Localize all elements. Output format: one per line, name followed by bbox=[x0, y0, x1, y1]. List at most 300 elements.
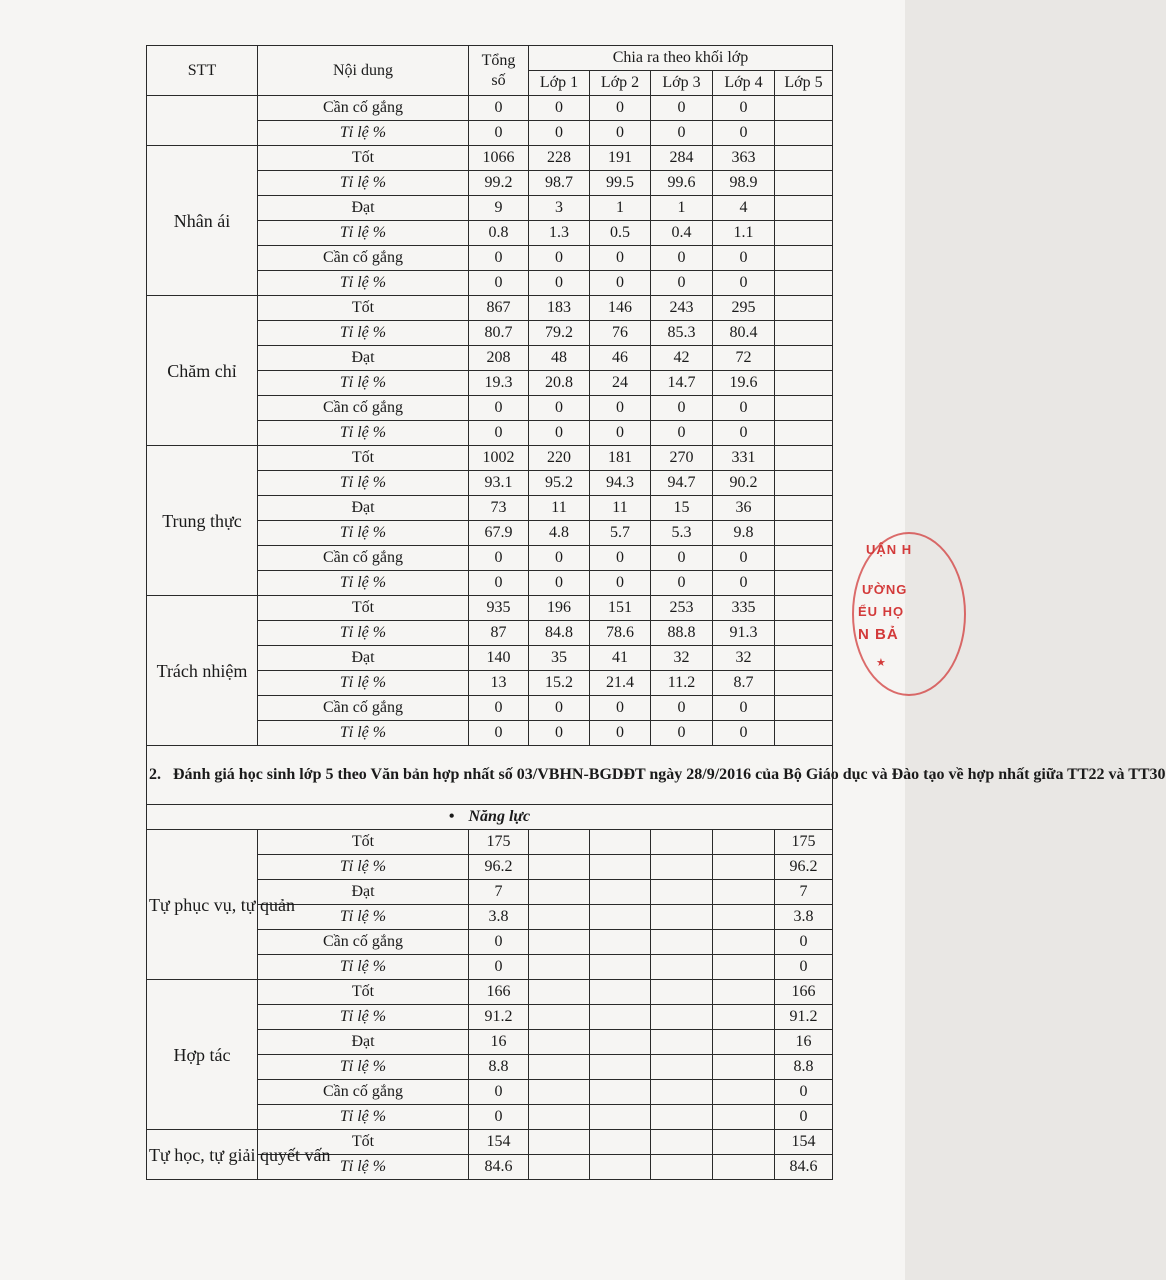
value-lop-4: 363 bbox=[713, 146, 775, 171]
value-lop-4 bbox=[713, 980, 775, 1005]
row-label: Cần cố gắng bbox=[258, 96, 469, 121]
value-lop-5 bbox=[775, 546, 833, 571]
value-lop-2: 0 bbox=[590, 96, 651, 121]
stamp-text-4: N BẢ bbox=[858, 626, 899, 643]
value-tong-so: 1002 bbox=[469, 446, 529, 471]
table-row bbox=[147, 1130, 833, 1155]
value-lop-1: 15.2 bbox=[529, 671, 590, 696]
row-label: Tỉ lệ % bbox=[258, 1105, 469, 1130]
value-lop-3: 88.8 bbox=[651, 621, 713, 646]
value-lop-1 bbox=[529, 1105, 590, 1130]
value-lop-1: 0 bbox=[529, 546, 590, 571]
value-lop-5: 84.6 bbox=[775, 1155, 833, 1180]
value-lop-1 bbox=[529, 905, 590, 930]
value-lop-4 bbox=[713, 1080, 775, 1105]
value-lop-1 bbox=[529, 980, 590, 1005]
value-lop-3: 32 bbox=[651, 646, 713, 671]
value-lop-1: 0 bbox=[529, 421, 590, 446]
row-label: Cần cố gắng bbox=[258, 396, 469, 421]
value-lop-4: 0 bbox=[713, 396, 775, 421]
value-lop-1 bbox=[529, 830, 590, 855]
value-lop-5 bbox=[775, 196, 833, 221]
value-lop-5: 8.8 bbox=[775, 1055, 833, 1080]
value-lop-5: 96.2 bbox=[775, 855, 833, 880]
value-lop-4: 335 bbox=[713, 596, 775, 621]
value-lop-1 bbox=[529, 1055, 590, 1080]
value-lop-1: 183 bbox=[529, 296, 590, 321]
table-row bbox=[147, 830, 833, 855]
row-label: Tỉ lệ % bbox=[258, 221, 469, 246]
value-lop-3: 99.6 bbox=[651, 171, 713, 196]
value-lop-4 bbox=[713, 1130, 775, 1155]
value-tong-so: 0 bbox=[469, 721, 529, 746]
stamp-star-icon: ★ bbox=[876, 657, 887, 669]
section-heading-row bbox=[147, 746, 833, 805]
table-row bbox=[147, 96, 833, 121]
value-lop-3: 94.7 bbox=[651, 471, 713, 496]
value-lop-4 bbox=[713, 930, 775, 955]
value-lop-3: 85.3 bbox=[651, 321, 713, 346]
stamp-text-3: ỂU HỌ bbox=[858, 604, 905, 619]
row-label: Cần cố gắng bbox=[258, 930, 469, 955]
value-lop-1: 79.2 bbox=[529, 321, 590, 346]
table-row bbox=[147, 446, 833, 471]
value-lop-2: 21.4 bbox=[590, 671, 651, 696]
value-lop-2: 0 bbox=[590, 571, 651, 596]
value-tong-so: 96.2 bbox=[469, 855, 529, 880]
value-lop-5: 175 bbox=[775, 830, 833, 855]
value-tong-so: 0 bbox=[469, 1105, 529, 1130]
row-label: Tỉ lệ % bbox=[258, 1005, 469, 1030]
value-lop-2: 181 bbox=[590, 446, 651, 471]
value-lop-1 bbox=[529, 1005, 590, 1030]
value-lop-3: 11.2 bbox=[651, 671, 713, 696]
row-label: Tỉ lệ % bbox=[258, 521, 469, 546]
row-label: Tỉ lệ % bbox=[258, 571, 469, 596]
value-lop-5: 166 bbox=[775, 980, 833, 1005]
value-tong-so: 7 bbox=[469, 880, 529, 905]
value-lop-4 bbox=[713, 905, 775, 930]
value-tong-so: 93.1 bbox=[469, 471, 529, 496]
subsection-row bbox=[147, 805, 833, 830]
row-label: Tỉ lệ % bbox=[258, 121, 469, 146]
value-lop-1: 48 bbox=[529, 346, 590, 371]
value-lop-4: 98.9 bbox=[713, 171, 775, 196]
value-lop-2 bbox=[590, 1030, 651, 1055]
value-tong-so: 154 bbox=[469, 1130, 529, 1155]
value-lop-2 bbox=[590, 905, 651, 930]
value-lop-1: 196 bbox=[529, 596, 590, 621]
stamp-text-1: UẬN H bbox=[866, 542, 913, 557]
value-lop-2: 76 bbox=[590, 321, 651, 346]
value-lop-1: 98.7 bbox=[529, 171, 590, 196]
value-lop-1 bbox=[529, 930, 590, 955]
value-lop-1 bbox=[529, 855, 590, 880]
row-label: Đạt bbox=[258, 880, 469, 905]
row-label: Tốt bbox=[258, 296, 469, 321]
row-label: Tỉ lệ % bbox=[258, 621, 469, 646]
value-lop-3: 0 bbox=[651, 121, 713, 146]
group-name: Hợp tác bbox=[147, 980, 258, 1130]
value-lop-1: 0 bbox=[529, 271, 590, 296]
school-stamp bbox=[852, 532, 922, 692]
row-label: Đạt bbox=[258, 196, 469, 221]
value-lop-3: 0 bbox=[651, 96, 713, 121]
value-lop-1: 84.8 bbox=[529, 621, 590, 646]
value-lop-4 bbox=[713, 1105, 775, 1130]
row-label: Đạt bbox=[258, 496, 469, 521]
value-lop-3: 42 bbox=[651, 346, 713, 371]
value-lop-2: 0 bbox=[590, 121, 651, 146]
value-tong-so: 140 bbox=[469, 646, 529, 671]
group-name: Chăm chỉ bbox=[147, 296, 258, 446]
value-lop-2: 78.6 bbox=[590, 621, 651, 646]
value-lop-1 bbox=[529, 1030, 590, 1055]
value-lop-3 bbox=[651, 855, 713, 880]
value-lop-1 bbox=[529, 1130, 590, 1155]
value-lop-4 bbox=[713, 880, 775, 905]
row-label: Tốt bbox=[258, 446, 469, 471]
value-tong-so: 8.8 bbox=[469, 1055, 529, 1080]
value-lop-2: 0.5 bbox=[590, 221, 651, 246]
value-lop-2 bbox=[590, 1130, 651, 1155]
value-lop-4 bbox=[713, 955, 775, 980]
row-label: Tỉ lệ % bbox=[258, 855, 469, 880]
value-lop-1 bbox=[529, 880, 590, 905]
value-lop-2: 46 bbox=[590, 346, 651, 371]
value-lop-5 bbox=[775, 121, 833, 146]
group-name: Trách nhiệm bbox=[147, 596, 258, 746]
row-label: Đạt bbox=[258, 646, 469, 671]
value-lop-5: 0 bbox=[775, 1080, 833, 1105]
value-lop-1: 0 bbox=[529, 696, 590, 721]
value-lop-5 bbox=[775, 596, 833, 621]
value-lop-3 bbox=[651, 880, 713, 905]
header-chia-ra: Chia ra theo khối lớp bbox=[529, 46, 833, 71]
value-tong-so: 91.2 bbox=[469, 1005, 529, 1030]
value-lop-2: 0 bbox=[590, 421, 651, 446]
value-lop-5: 0 bbox=[775, 930, 833, 955]
value-lop-2: 0 bbox=[590, 546, 651, 571]
value-lop-4: 19.6 bbox=[713, 371, 775, 396]
section-number: 2. bbox=[149, 766, 161, 783]
value-tong-so: 84.6 bbox=[469, 1155, 529, 1180]
value-tong-so: 0 bbox=[469, 246, 529, 271]
value-lop-1: 0 bbox=[529, 396, 590, 421]
value-lop-5 bbox=[775, 496, 833, 521]
value-tong-so: 87 bbox=[469, 621, 529, 646]
value-lop-3: 0 bbox=[651, 696, 713, 721]
value-lop-2 bbox=[590, 1005, 651, 1030]
value-lop-1: 0 bbox=[529, 121, 590, 146]
value-tong-so: 0.8 bbox=[469, 221, 529, 246]
value-lop-4: 91.3 bbox=[713, 621, 775, 646]
value-lop-5 bbox=[775, 371, 833, 396]
value-lop-4: 0 bbox=[713, 571, 775, 596]
value-lop-3 bbox=[651, 980, 713, 1005]
row-label: Tỉ lệ % bbox=[258, 671, 469, 696]
value-tong-so: 0 bbox=[469, 396, 529, 421]
value-lop-4: 80.4 bbox=[713, 321, 775, 346]
row-label: Tỉ lệ % bbox=[258, 371, 469, 396]
value-lop-5: 154 bbox=[775, 1130, 833, 1155]
value-lop-2: 146 bbox=[590, 296, 651, 321]
value-lop-3: 0 bbox=[651, 721, 713, 746]
value-lop-1: 11 bbox=[529, 496, 590, 521]
header-tong-so: Tổng số bbox=[469, 46, 529, 96]
value-lop-3: 0 bbox=[651, 571, 713, 596]
row-label: Cần cố gắng bbox=[258, 546, 469, 571]
row-label: Đạt bbox=[258, 1030, 469, 1055]
value-lop-3 bbox=[651, 1030, 713, 1055]
value-lop-4: 9.8 bbox=[713, 521, 775, 546]
value-lop-4 bbox=[713, 1055, 775, 1080]
value-tong-so: 0 bbox=[469, 271, 529, 296]
value-lop-5 bbox=[775, 146, 833, 171]
value-lop-5 bbox=[775, 721, 833, 746]
value-lop-4: 0 bbox=[713, 421, 775, 446]
value-tong-so: 166 bbox=[469, 980, 529, 1005]
value-lop-1: 20.8 bbox=[529, 371, 590, 396]
value-lop-3 bbox=[651, 1105, 713, 1130]
value-lop-4 bbox=[713, 855, 775, 880]
value-lop-5 bbox=[775, 271, 833, 296]
value-tong-so: 80.7 bbox=[469, 321, 529, 346]
value-lop-3 bbox=[651, 905, 713, 930]
value-lop-2: 41 bbox=[590, 646, 651, 671]
value-lop-2 bbox=[590, 880, 651, 905]
value-lop-2 bbox=[590, 980, 651, 1005]
value-lop-1: 4.8 bbox=[529, 521, 590, 546]
value-lop-3: 15 bbox=[651, 496, 713, 521]
group-cell-continued bbox=[147, 96, 258, 146]
value-lop-3 bbox=[651, 1080, 713, 1105]
value-lop-5 bbox=[775, 346, 833, 371]
value-tong-so: 0 bbox=[469, 955, 529, 980]
value-lop-1: 220 bbox=[529, 446, 590, 471]
value-lop-2 bbox=[590, 1155, 651, 1180]
value-tong-so: 3.8 bbox=[469, 905, 529, 930]
value-lop-3 bbox=[651, 1005, 713, 1030]
value-lop-1: 95.2 bbox=[529, 471, 590, 496]
table-row bbox=[147, 980, 833, 1005]
value-lop-2: 99.5 bbox=[590, 171, 651, 196]
value-lop-5 bbox=[775, 321, 833, 346]
value-lop-4: 0 bbox=[713, 721, 775, 746]
value-tong-so: 19.3 bbox=[469, 371, 529, 396]
value-lop-5: 0 bbox=[775, 955, 833, 980]
value-lop-4: 0 bbox=[713, 246, 775, 271]
value-lop-4: 90.2 bbox=[713, 471, 775, 496]
table-row bbox=[147, 146, 833, 171]
value-tong-so: 73 bbox=[469, 496, 529, 521]
value-lop-5 bbox=[775, 571, 833, 596]
row-label: Tỉ lệ % bbox=[258, 471, 469, 496]
value-lop-1: 3 bbox=[529, 196, 590, 221]
value-lop-5 bbox=[775, 171, 833, 196]
row-label: Tỉ lệ % bbox=[258, 721, 469, 746]
value-tong-so: 99.2 bbox=[469, 171, 529, 196]
value-lop-2 bbox=[590, 1055, 651, 1080]
value-lop-4: 295 bbox=[713, 296, 775, 321]
header-noi-dung: Nội dung bbox=[258, 46, 469, 96]
value-lop-3: 5.3 bbox=[651, 521, 713, 546]
row-label: Tỉ lệ % bbox=[258, 1055, 469, 1080]
value-lop-2: 5.7 bbox=[590, 521, 651, 546]
value-lop-3: 14.7 bbox=[651, 371, 713, 396]
row-label: Tỉ lệ % bbox=[258, 905, 469, 930]
value-tong-so: 208 bbox=[469, 346, 529, 371]
value-tong-so: 9 bbox=[469, 196, 529, 221]
header-lop-2: Lớp 2 bbox=[590, 71, 651, 96]
value-tong-so: 67.9 bbox=[469, 521, 529, 546]
value-lop-5 bbox=[775, 521, 833, 546]
row-label: Tỉ lệ % bbox=[258, 1155, 469, 1180]
value-lop-2: 0 bbox=[590, 721, 651, 746]
row-label: Tốt bbox=[258, 596, 469, 621]
value-lop-2 bbox=[590, 855, 651, 880]
value-lop-4: 72 bbox=[713, 346, 775, 371]
value-lop-2 bbox=[590, 930, 651, 955]
header-lop-5: Lớp 5 bbox=[775, 71, 833, 96]
value-lop-2: 1 bbox=[590, 196, 651, 221]
header-stt: STT bbox=[147, 46, 258, 96]
row-label: Tỉ lệ % bbox=[258, 321, 469, 346]
value-lop-5 bbox=[775, 96, 833, 121]
value-lop-4: 0 bbox=[713, 121, 775, 146]
value-tong-so: 1066 bbox=[469, 146, 529, 171]
value-lop-2 bbox=[590, 1080, 651, 1105]
value-lop-2: 11 bbox=[590, 496, 651, 521]
value-lop-3: 0.4 bbox=[651, 221, 713, 246]
value-lop-3 bbox=[651, 1155, 713, 1180]
table-row bbox=[147, 296, 833, 321]
row-label: Tốt bbox=[258, 146, 469, 171]
value-lop-2: 94.3 bbox=[590, 471, 651, 496]
value-lop-1: 0 bbox=[529, 246, 590, 271]
value-lop-1: 0 bbox=[529, 96, 590, 121]
value-lop-1 bbox=[529, 1155, 590, 1180]
row-label: Tốt bbox=[258, 980, 469, 1005]
value-tong-so: 0 bbox=[469, 1080, 529, 1105]
row-label: Đạt bbox=[258, 346, 469, 371]
value-lop-4: 1.1 bbox=[713, 221, 775, 246]
value-lop-5 bbox=[775, 671, 833, 696]
value-lop-3 bbox=[651, 955, 713, 980]
header-lop-1: Lớp 1 bbox=[529, 71, 590, 96]
value-lop-3: 253 bbox=[651, 596, 713, 621]
row-label: Cần cố gắng bbox=[258, 1080, 469, 1105]
value-lop-2: 0 bbox=[590, 696, 651, 721]
group-name: Trung thực bbox=[147, 446, 258, 596]
subsection-heading bbox=[147, 805, 833, 830]
row-label: Tốt bbox=[258, 830, 469, 855]
value-tong-so: 0 bbox=[469, 121, 529, 146]
value-tong-so: 16 bbox=[469, 1030, 529, 1055]
value-lop-5: 3.8 bbox=[775, 905, 833, 930]
value-lop-4: 32 bbox=[713, 646, 775, 671]
value-lop-5: 16 bbox=[775, 1030, 833, 1055]
value-lop-2: 151 bbox=[590, 596, 651, 621]
value-lop-4: 0 bbox=[713, 696, 775, 721]
value-lop-4: 36 bbox=[713, 496, 775, 521]
value-lop-5 bbox=[775, 696, 833, 721]
value-lop-1: 35 bbox=[529, 646, 590, 671]
table-row bbox=[147, 596, 833, 621]
stamp-text-2: ƯỜNG bbox=[862, 582, 908, 597]
value-lop-4: 331 bbox=[713, 446, 775, 471]
value-lop-5 bbox=[775, 646, 833, 671]
section-title: Đánh giá học sinh lớp 5 theo Văn bản hợp nhất số 03/VBHN-BGDĐT ngày 28/9/2016 của Bộ Giáo dục và Đào tạo về hợp nhất giữa TT22 và TT30 bbox=[173, 766, 1166, 783]
value-lop-1: 228 bbox=[529, 146, 590, 171]
value-tong-so: 935 bbox=[469, 596, 529, 621]
value-tong-so: 867 bbox=[469, 296, 529, 321]
value-lop-4: 8.7 bbox=[713, 671, 775, 696]
value-lop-2: 0 bbox=[590, 396, 651, 421]
value-lop-1: 0 bbox=[529, 721, 590, 746]
value-lop-2: 0 bbox=[590, 246, 651, 271]
value-lop-3 bbox=[651, 830, 713, 855]
value-lop-5 bbox=[775, 221, 833, 246]
value-lop-3 bbox=[651, 930, 713, 955]
value-lop-5: 0 bbox=[775, 1105, 833, 1130]
value-lop-4 bbox=[713, 1155, 775, 1180]
value-tong-so: 175 bbox=[469, 830, 529, 855]
value-lop-2 bbox=[590, 830, 651, 855]
group-name: Tự học, tự giải quyết vấn bbox=[147, 1130, 258, 1180]
value-tong-so: 0 bbox=[469, 930, 529, 955]
value-lop-5 bbox=[775, 621, 833, 646]
value-lop-2 bbox=[590, 1105, 651, 1130]
value-lop-4 bbox=[713, 1005, 775, 1030]
value-lop-2: 0 bbox=[590, 271, 651, 296]
value-lop-3: 0 bbox=[651, 421, 713, 446]
value-lop-2 bbox=[590, 955, 651, 980]
value-lop-5 bbox=[775, 396, 833, 421]
value-lop-3: 0 bbox=[651, 546, 713, 571]
header-row-1 bbox=[147, 46, 833, 71]
group-name: Nhân ái bbox=[147, 146, 258, 296]
value-lop-4 bbox=[713, 830, 775, 855]
value-lop-5: 91.2 bbox=[775, 1005, 833, 1030]
value-tong-so: 0 bbox=[469, 696, 529, 721]
row-label: Tỉ lệ % bbox=[258, 421, 469, 446]
value-lop-4 bbox=[713, 1030, 775, 1055]
row-label: Tỉ lệ % bbox=[258, 271, 469, 296]
value-lop-3 bbox=[651, 1130, 713, 1155]
group-name: Tự phục vụ, tự quản bbox=[147, 830, 258, 980]
value-lop-2: 191 bbox=[590, 146, 651, 171]
section-2-heading bbox=[147, 746, 1166, 805]
value-lop-5 bbox=[775, 471, 833, 496]
row-label: Cần cố gắng bbox=[258, 696, 469, 721]
value-lop-5 bbox=[775, 421, 833, 446]
value-lop-1 bbox=[529, 955, 590, 980]
value-tong-so: 13 bbox=[469, 671, 529, 696]
value-tong-so: 0 bbox=[469, 571, 529, 596]
value-lop-1: 0 bbox=[529, 571, 590, 596]
value-lop-1 bbox=[529, 1080, 590, 1105]
value-lop-3 bbox=[651, 1055, 713, 1080]
value-lop-3: 0 bbox=[651, 271, 713, 296]
header-lop-3: Lớp 3 bbox=[651, 71, 713, 96]
value-lop-3: 0 bbox=[651, 246, 713, 271]
value-lop-1: 1.3 bbox=[529, 221, 590, 246]
value-lop-3: 243 bbox=[651, 296, 713, 321]
row-label: Tốt bbox=[258, 1130, 469, 1155]
value-lop-4: 0 bbox=[713, 96, 775, 121]
value-lop-5 bbox=[775, 296, 833, 321]
